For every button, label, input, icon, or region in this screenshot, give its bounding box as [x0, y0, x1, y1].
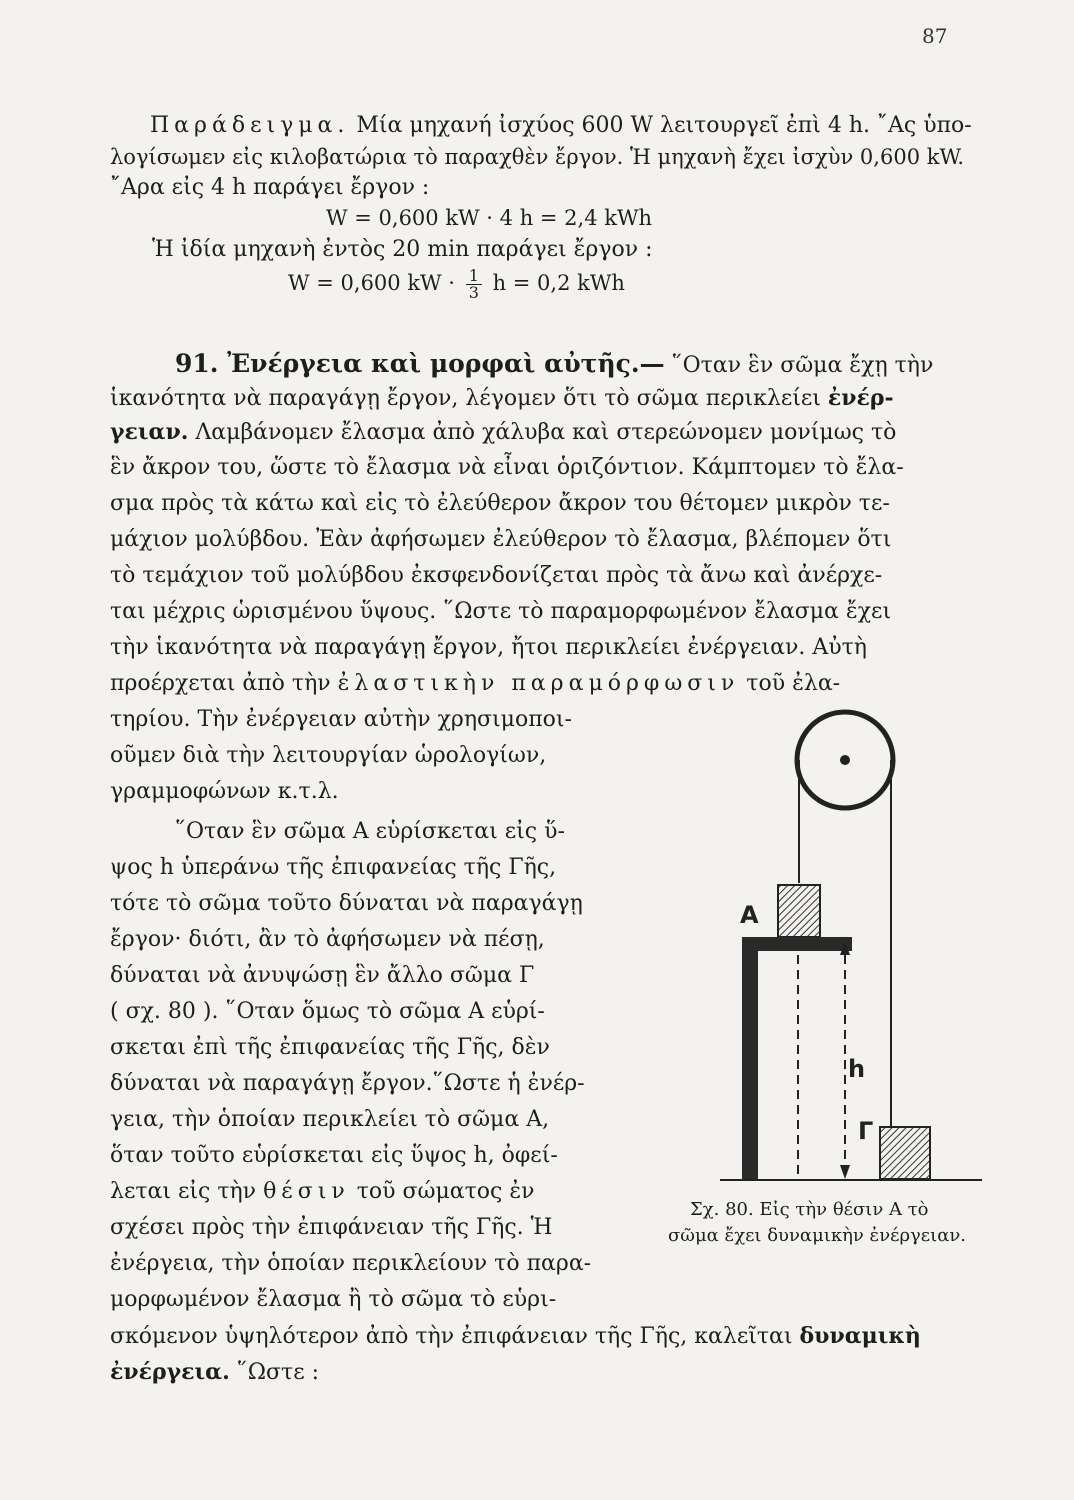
- figure-80: [720, 705, 990, 1195]
- section-line-13: γραμμοφώνων κ.τ.λ.: [110, 779, 339, 804]
- para2-line-15: [110, 1322, 921, 1351]
- section-heading-line: [175, 350, 933, 380]
- para2-line-11-text: λεται εἰς τὴν: [110, 1179, 257, 1204]
- pulley-diagram: [720, 705, 990, 1195]
- support-shelf: [742, 937, 852, 951]
- fraction-numerator: 1: [466, 268, 482, 285]
- support-post: [742, 937, 758, 1179]
- term-energy-part2: γειαν.: [110, 419, 189, 445]
- pulley-axle: [840, 755, 850, 765]
- section-line-10-text: προέρχεται ἀπὸ τὴν: [110, 671, 331, 696]
- para2-line-11: [110, 1178, 535, 1206]
- figure-caption-line-1: Σχ. 80. Εἰς τὴν θέσιν Α τὸ: [690, 1199, 929, 1220]
- body-g: [880, 1127, 930, 1179]
- para2-line-9: γεια, τὴν ὁποίαν περικλείει τὸ σῶμα Α,: [110, 1107, 550, 1132]
- equation-2-left: W = 0,600 kW ·: [288, 271, 455, 295]
- label-g: Γ: [858, 1117, 874, 1145]
- equation-2: [288, 268, 625, 301]
- para2-line-12: σχέσει πρὸς τὴν ἐπιφάνειαν τῆς Γῆς. Ἡ: [110, 1215, 553, 1240]
- section-line-11: τηρίου. Τὴν ἐνέργειαν αὐτὴν χρησιμοποι-: [110, 707, 572, 732]
- para2-line-10: ὅταν τοῦτο εὑρίσκεται εἰς ὕψος h, ὀφεί-: [110, 1143, 558, 1168]
- section-line-3-text: Λαμβάνομεν ἔλασμα ἀπὸ χάλυβα καὶ στερεώνομεν μονίμως τὸ: [195, 420, 897, 445]
- equation-1: W = 0,600 kW · 4 h = 2,4 kWh: [326, 206, 653, 230]
- para2-line-4: ἔργον· διότι, ἂν τὸ ἀφήσωμεν νὰ πέσῃ,: [110, 927, 545, 952]
- para2-line-3: τότε τὸ σῶμα τοῦτο δύναται νὰ παραγάγῃ: [110, 891, 583, 916]
- term-elastic-deformation: ἐλαστικὴν παραμόρφωσιν: [337, 671, 740, 696]
- label-a: Α: [740, 901, 759, 929]
- example-line-3: ῎Αρα εἰς 4 h παράγει ἔργον :: [110, 175, 430, 200]
- para2-line-1: ῞Οταν ἓν σῶμα Α εὑρίσκεται εἰς ὕ-: [175, 819, 565, 844]
- example-line-2: λογίσωμεν εἰς κιλοβατώρια τὸ παραχθὲν ἔργον. Ἡ μηχανὴ ἔχει ἰσχὺν 0,600 kW.: [110, 145, 965, 169]
- section-line-12: οῦμεν διὰ τὴν λειτουργίαν ὡρολογίων,: [110, 743, 547, 768]
- section-line-6: μάχιον μολύβδου. Ἐὰν ἀφήσωμεν ἐλεύθερον τὸ ἔλασμα, βλέπομεν ὅτι: [110, 527, 892, 552]
- term-potential-part1: δυναμικὴ: [799, 1323, 921, 1349]
- para2-line-5: δύναται νὰ ἀνυψώσῃ ἓν ἄλλο σῶμα Γ: [110, 963, 535, 988]
- term-energy-part1: ἐνέρ-: [827, 385, 894, 411]
- section-line-10-tail: τοῦ ἐλα-: [746, 671, 841, 696]
- example-line-1-text: Μία μηχανή ἰσχύος 600 W λειτουργεῖ ἐπὶ 4 h. ῎Ας ὑπο-: [356, 113, 972, 138]
- para2-line-8: δύναται νὰ παραγάγῃ ἔργον.῞Ωστε ἡ ἐνέρ-: [110, 1071, 585, 1096]
- page-number: 87: [922, 24, 948, 48]
- section-line-2: [110, 384, 894, 413]
- para2-line-16: [110, 1358, 319, 1387]
- para2-line-16-text: ῞Ωστε :: [236, 1360, 320, 1385]
- section-line-10: [110, 670, 840, 698]
- section-line-5: σμα πρὸς τὰ κάτω καὶ εἰς τὸ ἐλεύθερον ἄκρον του θέτομεν μικρὸν τε-: [110, 491, 890, 516]
- section-line-3: [110, 418, 896, 447]
- para2-line-14: μορφωμένον ἔλασμα ἢ τὸ σῶμα τὸ εὑρι-: [110, 1287, 557, 1312]
- section-line-4: ἓν ἄκρον του, ὥστε τὸ ἔλασμα νὰ εἶναι ὁριζόντιον. Κάμπτομεν τὸ ἔλα-: [110, 455, 904, 480]
- example-line-4: Ἡ ἰδία μηχανὴ ἐντὸς 20 min παράγει ἔργον :: [152, 237, 653, 262]
- section-line-7: τὸ τεμάχιον τοῦ μολύβδου ἐκσφενδονίζεται πρὸς τὰ ἄνω καὶ ἀνέρχε-: [110, 563, 883, 588]
- example-line-1: [150, 112, 972, 140]
- term-potential-part2: ἐνέργεια.: [110, 1359, 230, 1385]
- equation-2-right: h = 0,2 kWh: [492, 271, 625, 295]
- fraction: [466, 268, 482, 301]
- figure-caption-line-2: σῶμα ἔχει δυναμικὴν ἐνέργειαν.: [668, 1225, 967, 1246]
- para2-line-13: ἐνέργεια, τὴν ὁποίαν περικλείουν τὸ παρα-: [110, 1251, 592, 1276]
- body-a: [778, 885, 820, 937]
- arrow-head-down: [840, 1165, 850, 1179]
- section-line-2-text: ἱκανότητα νὰ παραγάγῃ ἔργον, λέγομεν ὅτι τὸ σῶμα περικλείει: [110, 386, 821, 411]
- para2-line-7: σκεται ἐπὶ τῆς ἐπιφανείας τῆς Γῆς, δὲν: [110, 1035, 550, 1060]
- para2-line-2: ψος h ὑπεράνω τῆς ἐπιφανείας τῆς Γῆς,: [110, 855, 557, 880]
- para2-line-15-text: σκόμενον ὑψηλότερον ἀπὸ τὴν ἐπιφάνειαν τῆς Γῆς, καλεῖται: [110, 1324, 793, 1349]
- para2-line-11-tail: τοῦ σώματος ἐν: [356, 1179, 535, 1204]
- fraction-denominator: 3: [468, 283, 479, 302]
- para2-line-6: ( σχ. 80 ). ῞Οταν ὅμως τὸ σῶμα Α εὑρί-: [110, 999, 545, 1024]
- section-heading-tail: ῞Οταν ἓν σῶμα ἔχῃ τὴν: [671, 353, 934, 378]
- section-line-8: ται μέχρις ὡρισμένου ὕψους. ῞Ωστε τὸ παραμορφωμένον ἔλασμα ἔχει: [110, 599, 892, 624]
- section-heading: 91. Ἐνέργεια καὶ μορφαὶ αὐτῆς.—: [175, 349, 665, 378]
- label-h: h: [848, 1055, 866, 1083]
- example-label: Παράδειγμα.: [150, 113, 350, 138]
- section-line-9: τὴν ἱκανότητα νὰ παραγάγῃ ἔργον, ἤτοι περικλείει ἐνέργειαν. Αὐτὴ: [110, 635, 867, 660]
- term-position: θέσιν: [263, 1179, 350, 1204]
